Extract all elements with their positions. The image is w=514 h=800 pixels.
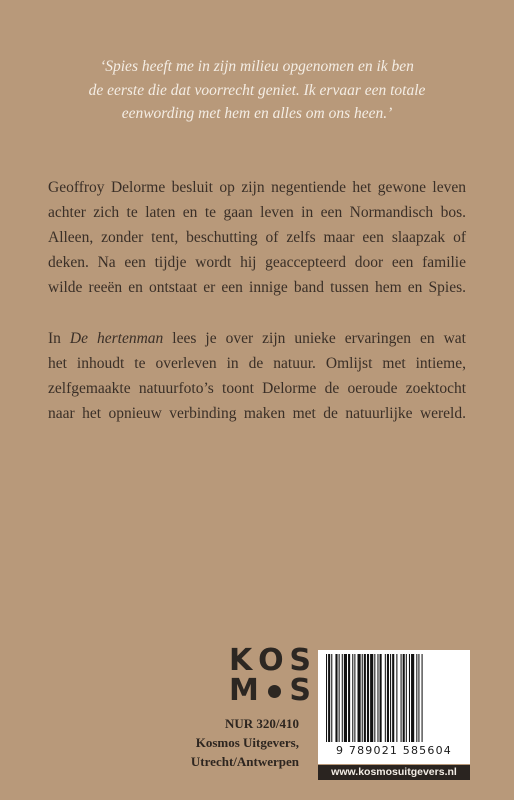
publisher-location: Utrecht/Antwerpen bbox=[190, 754, 299, 769]
logo-letter: S bbox=[289, 643, 311, 678]
quote-line: eenwording met hem en alles om ons heen.’ bbox=[121, 105, 393, 122]
logo-letter: O bbox=[258, 643, 284, 678]
quote-line: ‘Spies heeft me in zijn milieu opgenomen en ik ben bbox=[100, 58, 414, 75]
kosmos-logo bbox=[229, 643, 311, 708]
nur-code: NUR 320/410 bbox=[224, 716, 299, 731]
logo-letter: M bbox=[229, 673, 259, 708]
blurb-line: het inhoudt te overleven in de natuur. Omlijst met intieme, bbox=[48, 355, 466, 372]
blurb-line: Alleen, zonder tent, beschutting of zelfs maar een slaapzak of bbox=[48, 229, 466, 246]
quote-line: de eerste die dat voorrecht geniet. Ik ervaar een totale bbox=[88, 81, 426, 99]
isbn-barcode bbox=[318, 650, 470, 764]
book-title: De hertenman bbox=[69, 330, 164, 347]
publisher-name: Kosmos Uitgevers, bbox=[195, 735, 299, 750]
logo-dot-icon bbox=[268, 685, 281, 698]
publisher-website: www.kosmosuitgevers.nl bbox=[318, 765, 470, 780]
blurb-paragraph-1 bbox=[48, 175, 466, 300]
blurb-line: deken. Na een tijdje wordt hij geaccepteerd door een familie bbox=[48, 254, 466, 271]
blurb-line: zelfgemaakte natuurfoto’s toont Delorme de oeroude zoektocht bbox=[48, 380, 466, 397]
blurb-text: In bbox=[48, 330, 70, 347]
blurb-text: lees je over zijn unieke ervaringen en wat bbox=[163, 330, 466, 347]
logo-row-top bbox=[229, 643, 311, 678]
blurb-line: wilde reeën en ontstaat er een innige band tussen hem en Spies. bbox=[48, 279, 466, 296]
blurb-line bbox=[48, 326, 466, 351]
barcode-bars bbox=[324, 654, 464, 744]
publisher-imprint bbox=[191, 714, 299, 771]
back-cover-quote bbox=[40, 55, 474, 126]
logo-row-bottom bbox=[229, 673, 311, 708]
logo-letter: S bbox=[289, 673, 311, 708]
isbn-digits: 9 789021 585604 bbox=[336, 744, 452, 757]
blurb-line: Geoffroy Delorme besluit op zijn negentiende het gewone leven bbox=[48, 179, 466, 196]
logo-letter: K bbox=[229, 643, 253, 678]
blurb-paragraph-2 bbox=[48, 326, 466, 426]
blurb-line: naar het opnieuw verbinding maken met de natuurlijke wereld. bbox=[48, 405, 466, 422]
blurb-line: achter zich te laten en te gaan leven in een Normandisch bos. bbox=[48, 204, 466, 221]
